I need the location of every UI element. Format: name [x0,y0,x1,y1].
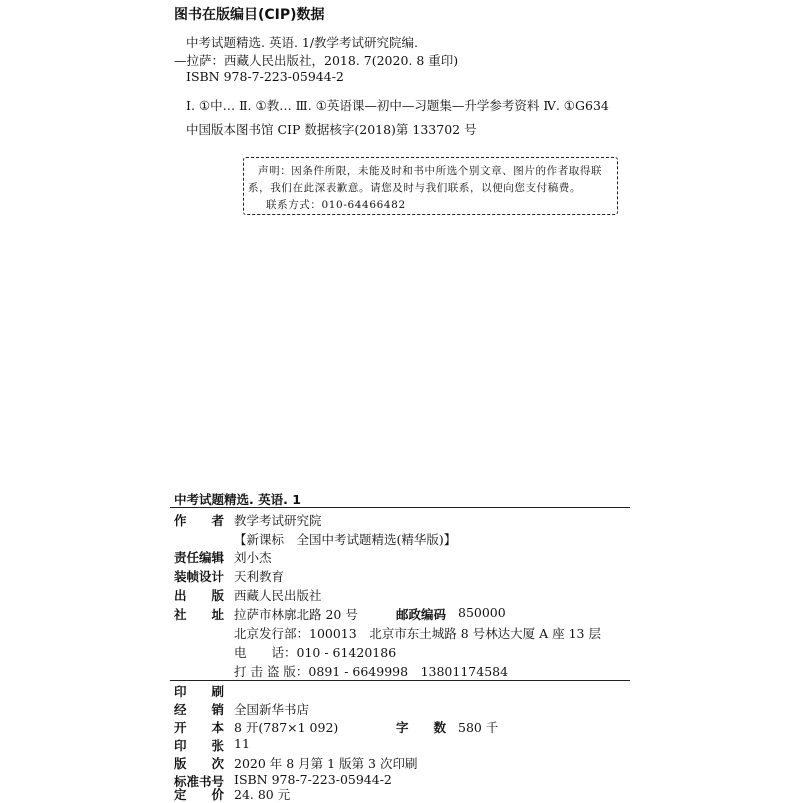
author-label: 作 者 [174,513,225,528]
price-value: 24. 80 元 [234,787,291,802]
format-label: 开 本 [174,720,225,735]
price-label: 定 价 [174,787,225,802]
colophon-top-rule [170,507,630,508]
cip-isbn: ISBN 978-7-223-05944-2 [186,69,344,84]
words-value: 580 千 [458,720,499,735]
edition-value: 2020 年 8 月第 1 版第 3 次印刷 [234,756,418,771]
postcode-label: 邮政编码 [396,607,447,622]
cip-classification: Ⅰ. ①中… Ⅱ. ①教… Ⅲ. ①英语课—初中—习题集—升学参考资料 Ⅳ. ①G634 [186,98,609,113]
design-value: 天利教育 [234,569,285,584]
colophon-title: 中考试题精选. 英语. 1 [174,492,301,507]
notice-line-1: 声明：因条件所限，未能及时和书中所选个别文章、图片的作者取得联 [258,165,603,177]
distribution-label: 经 销 [174,702,225,717]
colophon-mid-rule [170,680,630,681]
sheets-label: 印 张 [174,738,225,753]
edition-label: 版 次 [174,756,225,771]
sheets-value: 11 [234,736,250,751]
distribution-value: 全国新华书店 [234,702,310,717]
editor-label: 责任编辑 [174,550,225,565]
cip-verification: 中国版本图书馆 CIP 数据核字(2018)第 133702 号 [186,122,477,137]
format-value: 8 开(787×1 092) [234,720,339,735]
anti-piracy: 打 击 盗 版：0891 - 6649998 13801174584 [234,664,509,679]
phone: 电 话：010 - 61420186 [234,645,397,660]
isbn-label: 标准书号 [174,774,225,789]
editor-value: 刘小杰 [234,550,272,565]
series-name: 【新课标 全国中考试题精选(精华版)】 [234,532,457,547]
postcode-value: 850000 [458,605,506,620]
publisher-value: 西藏人民出版社 [234,588,322,603]
address-label: 社 址 [174,607,225,622]
copyright-notice-box [243,157,618,215]
beijing-dept: 北京发行部：100013 北京市东土城路 8 号林达大厦 A 座 13 层 [234,626,601,641]
publisher-label: 出 版 [174,588,225,603]
printing-label: 印 刷 [174,684,225,699]
notice-line-2: 系，我们在此深表歉意。请您及时与我们联系，以便向您支付稿费。 [248,182,581,194]
isbn-value: ISBN 978-7-223-05944-2 [234,772,392,787]
cip-heading: 图书在版编目(CIP)数据 [174,7,325,23]
notice-contact: 联系方式：010-64466482 [266,199,406,211]
author-value: 教学考试研究院 [234,513,322,528]
words-label: 字 数 [396,720,447,735]
cip-title-line: 中考试题精选. 英语. 1/教学考试研究院编. [186,35,419,50]
design-label: 装帧设计 [174,569,225,584]
cip-publisher-line: —拉萨：西藏人民出版社，2018. 7(2020. 8 重印) [174,53,459,68]
address-value: 拉萨市林廓北路 20 号 [234,607,358,622]
